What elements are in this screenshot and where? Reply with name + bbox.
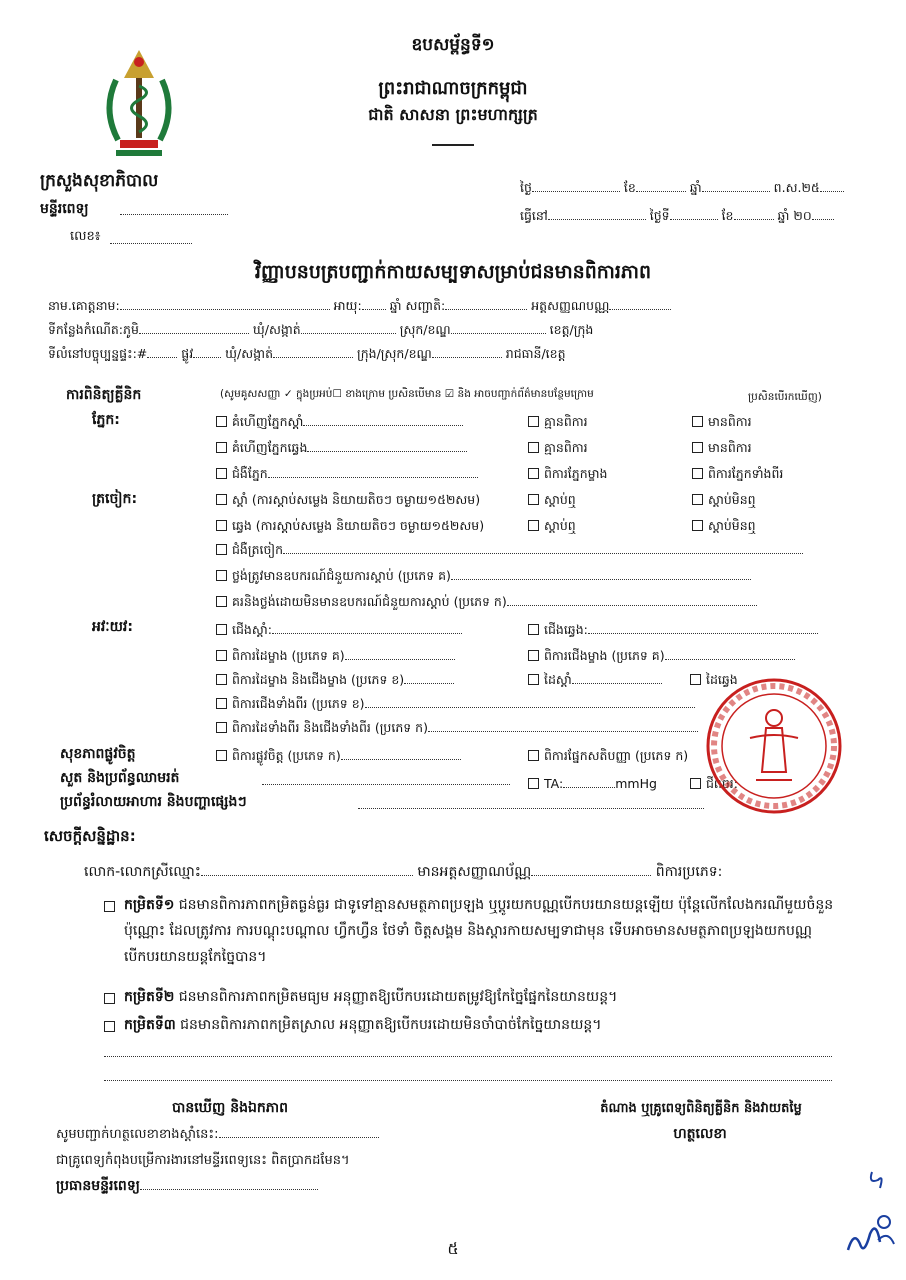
province2-label: រាជធានី/ខេត្ត [505, 346, 566, 361]
ear-right-hear[interactable]: ស្តាប់ឮ [528, 492, 576, 511]
right-leg[interactable]: ជើងស្តាំ: [216, 622, 462, 641]
level3-text [124, 1012, 864, 1038]
heart-field[interactable] [262, 784, 510, 785]
level3-desc: ជនមានពិការភាពកម្រិតស្រាល អនុញ្ញាតឱ្យបើកបរដោយមិនចាំបាច់កែច្នៃយានយន្ត។ [180, 1017, 602, 1033]
notes-line-2[interactable] [104, 1080, 832, 1081]
district-label: ស្រុក/ខណ្ឌ [399, 322, 451, 337]
conclusion-title: សេចក្តីសន្និដ្ឋាន: [44, 827, 136, 845]
hospital-field[interactable] [120, 214, 228, 215]
mental-disability[interactable]: ពិការផ្លូវចិត្ត (ប្រភេទ ក) [216, 748, 461, 767]
clinical-note: (សូមគូសសញ្ញា ✓ ក្នុងប្រអប់☐ ខាងក្រោម ប្រសិនបើមាន ☑ និង អាចបញ្ជាក់ព័ត៌មានបន្ថែមក្រោម [220, 388, 594, 400]
eye-one-disabled[interactable]: ពិការភ្នែកម្ខាង [528, 466, 607, 485]
eye-left-normal[interactable]: គ្មានពិការ [528, 440, 588, 459]
district2-field[interactable] [432, 357, 502, 358]
age-unit: ឆ្នាំ [389, 298, 402, 313]
ear-right[interactable]: ស្តាំ (ការស្តាប់សម្លេង និយាយតិចៗ ចម្ងាយ១៥២សម) [216, 492, 480, 511]
intellectual-disability[interactable]: ពិការផ្នែកសតិបញ្ញា (ប្រភេទ ក) [528, 748, 688, 767]
all-limbs[interactable]: ពិការដៃទាំងពីរ និងជើងទាំងពីរ (ប្រភេទ ក) [216, 720, 698, 739]
pulse[interactable]: ជីពចរ: [690, 776, 738, 795]
village-field[interactable] [139, 333, 249, 334]
month2-label: ខែ [721, 208, 734, 223]
number-label: លេខ៖ [70, 229, 101, 244]
clinical-note-end: ប្រសិនបើរកឃើញ) [748, 391, 822, 403]
director-field[interactable] [140, 1189, 318, 1190]
motto: ជាតិ សាសនា ព្រះមហាក្សត្រ [368, 105, 538, 124]
nationality-label: សញ្ជាតិ: [405, 298, 446, 313]
confirm-row [56, 1126, 379, 1145]
conclusion-person-row [84, 862, 722, 883]
nationality-field[interactable] [445, 309, 527, 310]
kingdom-title: ព្រះរាជាណាចក្រកម្ពុជា [378, 78, 528, 99]
eye-left-vision[interactable]: គំហើញភ្នែកឆ្វេង [216, 440, 467, 459]
hospital-label: មន្ទីរពេទ្យ [40, 201, 89, 217]
id-card-label: អត្តសញ្ញណបណ្ណ [531, 298, 610, 313]
commune2-label: ឃុំ/សង្កាត់ [225, 346, 274, 361]
id-field[interactable] [531, 875, 651, 876]
eye-label: ភ្នែក: [92, 412, 120, 428]
annex-label: ឧបសម្ព័ន្ធទី១ [411, 35, 495, 55]
address-row [48, 346, 566, 365]
level2-desc: ជនមានពិការភាពកម្រិតមធ្យម អនុញ្ញាតឱ្យបើកបរដោយតម្រូវឱ្យកែច្នៃផ្នែកនៃយានយន្ត។ [178, 989, 618, 1005]
name-field[interactable] [120, 309, 330, 310]
level1-desc: ជនមានពិការភាពកម្រិតធ្ងន់ធ្ងរ ជាទូទៅគ្មានសមត្ថភាពប្រឡង ឬប្តូរយកបណ្ណបើកបរយានយន្តឡើយ ប៉ុន្តែលើកលែងករណីមួយចំនួនប៉ុណ្ណោះ ដែលត្រូវការ ការបណ្តុះបណ្តាល ហ្វឹកហ្វឺន ថែទាំ ចិត្តសង្គម និងស្តារកាយសម្បទាជាមុន ទើបអាចមានសមត្ថភាពប្រឡងយកបណ្ណបើកបរយានយន្តកែច្នៃបាន។ [124, 897, 834, 965]
approval-title: បានឃើញ និងឯកភាព [172, 1100, 288, 1116]
ear-left[interactable]: ឆ្វេង (ការស្តាប់សម្លេង និយាយតិចៗ ចម្ងាយ១៥២សម) [216, 518, 484, 537]
level1-checkbox[interactable] [104, 900, 120, 915]
province-label: ខេត្ត/ក្រុង [549, 322, 594, 337]
page-number: ៥ [447, 1239, 459, 1258]
type-label: ពិការប្រភេទ: [655, 864, 723, 880]
limbs-label: អវៈយវ: [92, 619, 133, 635]
one-arm-one-leg[interactable]: ពិការដៃម្ខាង និងជើងម្ខាង (ប្រភេទ ខ) [216, 672, 454, 691]
eye-right-disabled[interactable]: មានពិការ [692, 414, 752, 433]
confirm-label: សូមបញ្ជាក់ហត្ថលេខាខាងស្តាំនេះ: [56, 1127, 219, 1142]
house-field[interactable] [147, 357, 177, 358]
ear-left-no-hear[interactable]: ស្តាប់មិនឮ [692, 518, 756, 537]
level1-tag: កម្រិតទី១ [124, 897, 175, 913]
left-arm[interactable]: ដៃឆ្វេង [690, 672, 738, 691]
id-card-field[interactable] [609, 309, 671, 310]
commune-label: ឃុំ/សង្កាត់ [252, 322, 301, 337]
director-label: ប្រធានមន្ទីរពេទ្យ [56, 1178, 140, 1194]
document-title: វិញ្ញាបនបត្របញ្ជាក់កាយសម្បទាសម្រាប់ជនមានពិការភាព [254, 261, 652, 283]
commune2-field[interactable] [273, 357, 353, 358]
number-field[interactable] [110, 243, 192, 244]
examiner-title: តំណាង ឬគ្រូពេទ្យពិនិត្យគ្លីនិក និងវាយតម្លៃ [600, 1101, 802, 1116]
level3-checkbox[interactable] [104, 1020, 120, 1035]
year-label: ឆ្នាំ [689, 180, 702, 195]
date-line-1 [520, 180, 844, 199]
digestive-label: ប្រព័ន្ធរំលាយអាហារ និងបញ្ហាផ្សេងៗ [60, 794, 247, 810]
district2-label: ក្រុង/ស្រុក/ខណ្ឌ [357, 346, 432, 361]
ear-deaf-no-aid[interactable]: គរនិងថ្លង់ដោយមិនមានឧបករណ៍ជំនួយការស្តាប់ (ប្រភេទ ក) [216, 594, 757, 613]
district-field[interactable] [451, 333, 546, 334]
street-field[interactable] [193, 357, 221, 358]
blood-pressure[interactable]: TA: mmHg [528, 776, 657, 791]
ear-disease[interactable]: ជំងឺត្រចៀក [216, 542, 803, 561]
era-label: ព.ស.២៥ [773, 180, 820, 195]
one-arm[interactable]: ពិការដៃម្ខាង (ប្រភេទ គ) [216, 648, 455, 667]
name-label: នាម.គោត្តនាម: [48, 298, 120, 313]
day-of-label: ថ្ងៃទី [649, 208, 670, 223]
year2-label: ឆ្នាំ ២០ [777, 208, 812, 223]
address-label: ទីលំនៅបច្ចុប្បន្នផ្ទះ:# [48, 346, 148, 361]
birthplace-label: ទីកន្លែងកំណើត:ភូមិ [48, 322, 139, 337]
birthplace-row [48, 322, 593, 341]
ear-right-no-hear[interactable]: ស្តាប់មិនឮ [692, 492, 756, 511]
doctor-line: ជាគ្រូពេទ្យកំពុងបម្រើការងារនៅមន្ទីរពេទ្យនេះ ពិតប្រាកដមែន។ [56, 1153, 350, 1168]
eye-disease[interactable]: ជំងឺភ្នែក [216, 466, 478, 485]
ear-aid-needed[interactable]: ថ្លង់ត្រូវមានឧបករណ៍ជំនួយការស្តាប់ (ប្រភេទ គ) [216, 568, 751, 587]
date-line-2 [520, 208, 834, 227]
signature-label: ហត្ថលេខា [673, 1126, 727, 1142]
ear-left-hear[interactable]: ស្តាប់ឮ [528, 518, 576, 537]
name-row [48, 298, 671, 317]
made-at-label: ធ្វើនៅ [520, 208, 548, 223]
one-leg[interactable]: ពិការជើងម្ខាង (ប្រភេទ គ) [528, 648, 795, 667]
age-label: អាយុ: [333, 298, 362, 313]
eye-left-disabled[interactable]: មានពិការ [692, 440, 752, 459]
commune-field[interactable] [301, 333, 396, 334]
level2-text [124, 984, 864, 1010]
title-ornament [432, 144, 474, 146]
notes-line-1[interactable] [104, 1056, 832, 1057]
right-arm[interactable]: ដៃស្តាំ [528, 672, 662, 691]
ear-label: ត្រចៀក: [92, 491, 138, 507]
day-label: ថ្ងៃ [520, 180, 532, 195]
ministry-emblem [96, 40, 182, 166]
street-label: ផ្លូវ [181, 346, 194, 361]
heart-label: សួត និងប្រព័ន្ធឈាមរត់ [60, 770, 180, 786]
person-label: លោក-លោកស្រីឈ្មោះ [84, 864, 201, 880]
month-label: ខែ [623, 180, 636, 195]
eye-right-normal[interactable]: គ្មានពិការ [528, 414, 588, 433]
person-field[interactable] [201, 875, 413, 876]
handwritten-signature [840, 1160, 900, 1270]
digestive-field[interactable] [358, 808, 704, 809]
ministry-name: ក្រសួងសុខាភិបាល [40, 171, 159, 191]
confirm-field[interactable] [219, 1137, 379, 1138]
level2-checkbox[interactable] [104, 992, 120, 1007]
hospital-stamp [704, 676, 844, 816]
mental-label: សុខភាពផ្លូវចិត្ត [60, 746, 136, 762]
both-legs[interactable]: ពិការជើងទាំងពីរ (ប្រភេទ ខ) [216, 696, 695, 715]
level3-tag: កម្រិតទី៣ [124, 1017, 176, 1033]
level1-text [124, 892, 864, 970]
clinical-title: ការពិនិត្យគ្លីនិក [66, 387, 142, 403]
eye-right-vision[interactable]: គំហើញភ្នែកស្តាំ [216, 414, 463, 433]
age-field[interactable] [362, 309, 386, 310]
level2-tag: កម្រិតទី២ [124, 989, 175, 1005]
eye-both-disabled[interactable]: ពិការភ្នែកទាំងពីរ [692, 466, 783, 485]
director-row [56, 1176, 318, 1197]
left-leg[interactable]: ជើងឆ្វេង: [528, 622, 818, 641]
id-label: មានអត្តសញ្ញាណប័ណ្ណ [417, 864, 532, 880]
